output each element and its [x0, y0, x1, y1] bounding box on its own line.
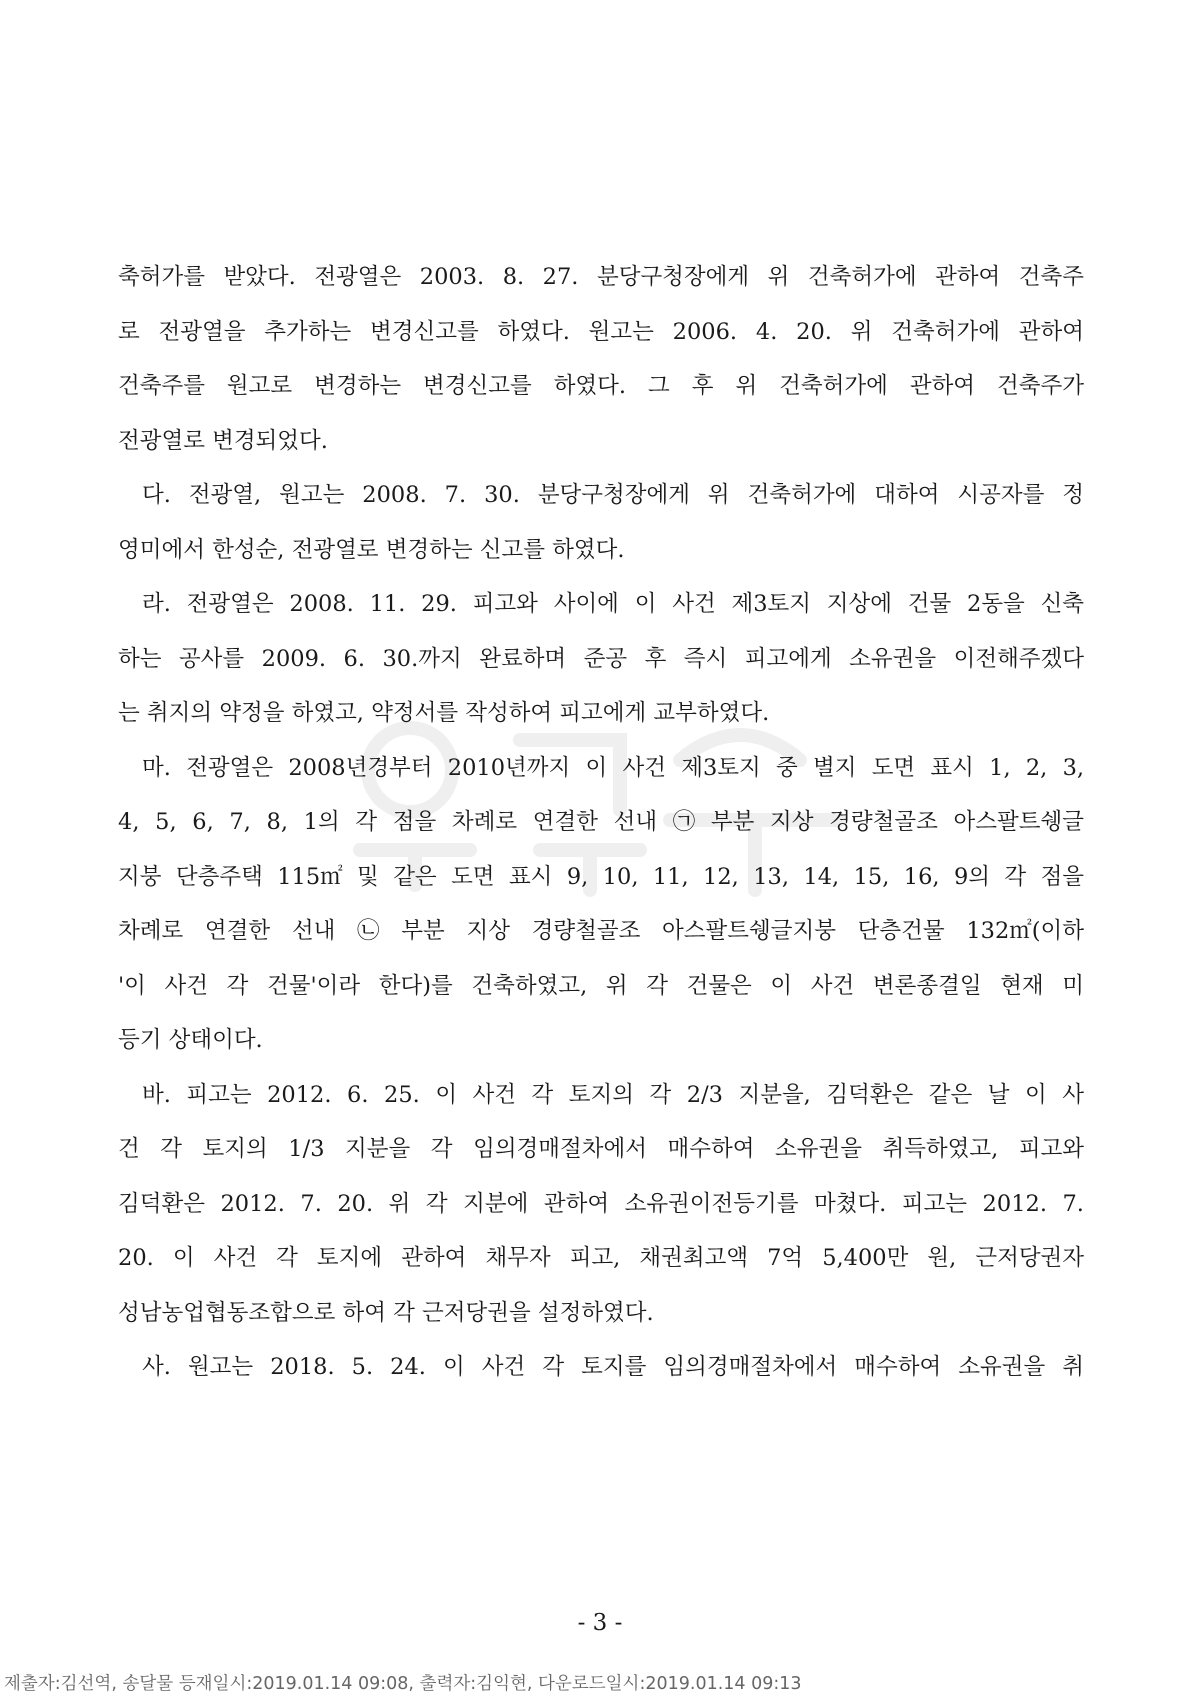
- paragraph-line: [118, 1177, 1084, 1232]
- line-text: 등기 상태이다.: [118, 1027, 263, 1053]
- line-text: 전광열로 변경되었다.: [118, 427, 328, 454]
- line-text: 20. 이 사건 각 토지에 관하여 채무자 피고, 채권최고액 7억 5,400만 원, 근저당권자: [118, 1245, 1085, 1271]
- paragraph-line: [118, 632, 1084, 687]
- paragraph-line: [118, 904, 1084, 959]
- paragraph-line: [118, 1013, 1084, 1068]
- download-footer: 제출자:김선역, 송달물 등재일시:2019.01.14 09:08, 출력자:김익현, 다운로드일시:2019.01.14 09:13: [4, 1674, 802, 1694]
- paragraph-line: [118, 1122, 1084, 1177]
- paragraph-line: [118, 1231, 1084, 1286]
- line-text: 지붕 단층주택 115㎡ 및 같은 도면 표시 9, 10, 11, 12, 13, 14, 15, 16, 9의 각 점을: [118, 863, 1085, 890]
- paragraph-line: [118, 686, 1084, 741]
- line-text: 영미에서 한성순, 전광열로 변경하는 신고를 하였다.: [118, 536, 625, 563]
- line-text: 바. 피고는 2012. 6. 25. 이 사건 각 토지의 각 2/3 지분을, 김덕환은 같은 날 이 사: [142, 1081, 1085, 1108]
- line-text: 사. 원고는 2018. 5. 24. 이 사건 각 토지를 임의경매절차에서 매수하여 소유권을 취: [142, 1354, 1085, 1380]
- paragraph-line: [118, 359, 1084, 414]
- line-text: 는 취지의 약정을 하였고, 약정서를 작성하여 피고에게 교부하였다.: [118, 700, 770, 726]
- paragraph-line: [118, 523, 1084, 578]
- paragraph-line: [118, 305, 1084, 360]
- document-body: [118, 250, 1084, 1395]
- line-text: 다. 전광열, 원고는 2008. 7. 30. 분당구청장에게 위 건축허가에 대하여 시공자를 정: [142, 482, 1085, 508]
- line-text: 라. 전광열은 2008. 11. 29. 피고와 사이에 이 사건 제3토지 지상에 건물 2동을 신축: [142, 591, 1085, 617]
- line-text: 건 각 토지의 1/3 지분을 각 임의경매절차에서 매수하여 소유권을 취득하였고, 피고와: [118, 1136, 1085, 1162]
- line-text: '이 사건 각 건물'이라 한다)를 건축하였고, 위 각 건물은 이 사건 변론종결일 현재 미: [118, 972, 1085, 999]
- line-text: 4, 5, 6, 7, 8, 1의 각 점을 차례로 연결한 선내 ㉠ 부분 지상 경량철골조 아스팔트쉥글: [118, 809, 1084, 835]
- paragraph-line: [118, 959, 1084, 1014]
- line-text: 로 전광열을 추가하는 변경신고를 하였다. 원고는 2006. 4. 20. 위 건축허가에 관하여: [118, 318, 1084, 345]
- line-text: 하는 공사를 2009. 6. 30.까지 완료하며 준공 후 즉시 피고에게 소유권을 이전해주겠다: [118, 645, 1085, 672]
- paragraph-line: [118, 250, 1084, 305]
- paragraph-line: [118, 795, 1084, 850]
- line-text: 건축주를 원고로 변경하는 변경신고를 하였다. 그 후 위 건축허가에 관하여 건축주가: [118, 373, 1084, 399]
- line-text: 차례로 연결한 선내 ㉡ 부분 지상 경량철골조 아스팔트쉥글지붕 단층건물 132㎡(이하: [118, 918, 1085, 944]
- line-text: 성남농업협동조합으로 하여 각 근저당권을 설정하였다.: [118, 1299, 654, 1326]
- paragraph-line: [118, 577, 1084, 632]
- line-text: 김덕환은 2012. 7. 20. 위 각 지분에 관하여 소유권이전등기를 마쳤다. 피고는 2012. 7.: [118, 1190, 1084, 1217]
- line-text: 축허가를 받았다. 전광열은 2003. 8. 27. 분당구청장에게 위 건축허가에 관하여 건축주: [118, 264, 1084, 290]
- paragraph-line: [118, 1286, 1084, 1341]
- page-number: - 3 -: [577, 1610, 623, 1636]
- paragraph-line: [118, 468, 1084, 523]
- paragraph-line: [118, 1068, 1084, 1123]
- paragraph-line: [118, 414, 1084, 469]
- paragraph-line: [118, 850, 1084, 905]
- paragraph-line: [118, 1340, 1084, 1395]
- paragraph-line: [118, 741, 1084, 796]
- line-text: 마. 전광열은 2008년경부터 2010년까지 이 사건 제3토지 중 별지 도면 표시 1, 2, 3,: [142, 754, 1085, 781]
